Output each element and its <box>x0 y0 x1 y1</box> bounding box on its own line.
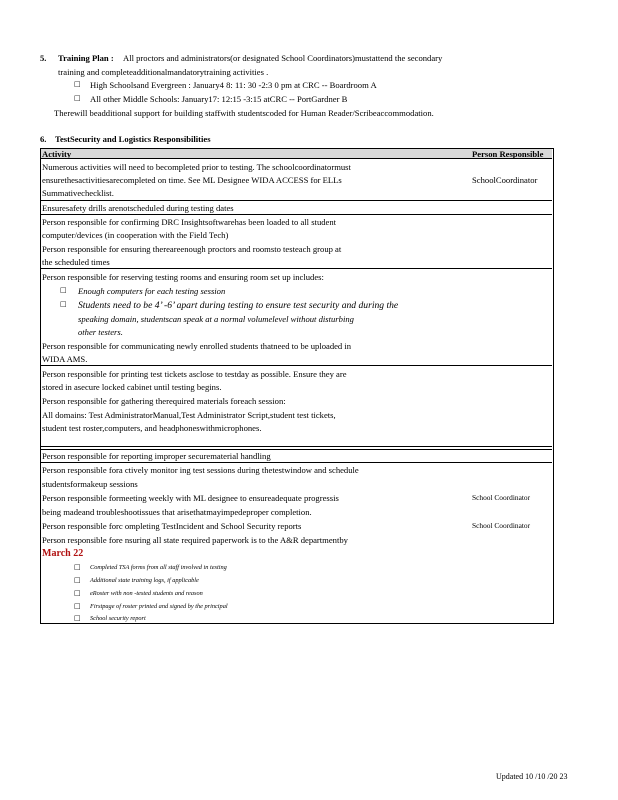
row4-bullet2c: other testers. <box>78 327 123 337</box>
row5-line3: Person responsible for gathering therequired materials foreach session: <box>42 396 286 406</box>
checkbox-icon: □ <box>60 286 67 294</box>
training-session-middle-schools: All other Middle Schools: January17: 12:15 -3:15 atCRC -- PortGardner B <box>90 94 348 104</box>
section-6-title: TestSecurity and Logistics Responsibilities <box>55 134 211 144</box>
section-5-line1: All proctors and administrators(or designated School Coordinators)mustattend the secondary <box>123 53 443 63</box>
row6-line7: Person responsible fore nsuring all state required paperwork is to the A&R departmentby <box>42 535 348 545</box>
row5-line5: student test roster,computers, and headphoneswithmicrophones. <box>42 423 262 433</box>
row3-line2: computer/devices (in cooperation with the Field Tech) <box>42 230 229 240</box>
row2-line1: Ensuresafety drills arenotscheduled during testing dates <box>42 203 234 213</box>
row6-line3: studentsformakeup sessions <box>42 479 138 489</box>
row1-line2: ensurethesactivitiesarecompleted on time. See ML Designee WIDA ACCESS for ELLs <box>42 175 342 185</box>
row4-bullet2a: Students need to be 4’ -6’ apart during testing to ensure test security and during the <box>78 300 399 311</box>
checkbox-icon: □ <box>74 589 81 597</box>
row1-line1: Numerous activities will need to becompleted prior to testing. The schoolcoordinatormust <box>42 162 351 172</box>
row6-line4-person: School Coordinator <box>472 493 531 502</box>
row5-line2: stored in asecure locked cabinet until testing begins. <box>42 382 222 392</box>
checklist-item: School security report <box>90 615 146 622</box>
checkbox-icon: □ <box>74 563 81 571</box>
row6-line1: Person responsible for reporting improper securematerial handling <box>42 451 271 461</box>
row6-line2: Person responsible fora ctively monitor ing test sessions during thetestwindow and schedule <box>42 465 359 475</box>
row5-line4: All domains: Test AdministratorManual,Test Administrator Script,student test tickets, <box>42 410 336 420</box>
checklist-item: Firstpage of roster printed and signed by the principal <box>90 603 228 610</box>
checkbox-icon: □ <box>74 614 81 622</box>
training-session-high-schools: High Schoolsand Evergreen : January4 8: 11: 30 -2:3 0 pm at CRC -- Boardroom A <box>90 80 377 90</box>
row3-line4: the scheduled times <box>42 257 110 267</box>
deadline-date: March 22 <box>42 548 84 559</box>
row5-line1: Person responsible for printing test tickets asclose to testday as possible. Ensure they are <box>42 369 347 379</box>
divider <box>40 268 552 269</box>
row6-line4: Person responsible formeeting weekly with ML designee to ensureadequate progressis <box>42 493 339 503</box>
row1-line3: Summativechecklist. <box>42 188 114 198</box>
row4-line6: WIDA AMS. <box>42 354 88 364</box>
divider <box>40 365 552 366</box>
divider <box>40 214 552 215</box>
divider <box>40 446 552 447</box>
footer-updated-date: Updated 10 /10 /20 23 <box>496 772 568 781</box>
divider <box>40 449 552 450</box>
row4-line5: Person responsible for communicating newly enrolled students thatneed to be uploaded in <box>42 341 352 351</box>
checkbox-icon: □ <box>60 300 67 308</box>
checkbox-icon: □ <box>74 94 81 102</box>
row6-line6-person: School Coordinator <box>472 521 531 530</box>
section-5-line2: training and completeadditionalmandatorytraining activities . <box>58 67 269 77</box>
row6-line6: Person responsible forc ompleting TestIncident and School Security reports <box>42 521 302 531</box>
column-header-person-responsible: Person Responsible <box>472 149 544 159</box>
checklist-item: Additional state training logs, if applicable <box>90 577 199 584</box>
row3-line3: Person responsible for ensuring thereareenough proctors and roomsto testeach group at <box>42 244 342 254</box>
row6-line5: being madeand troubleshootissues that arisethatmayimpedeproper completion. <box>42 507 312 517</box>
section-6-number: 6. <box>40 134 47 144</box>
checkbox-icon: □ <box>74 602 81 610</box>
checkbox-icon: □ <box>74 80 81 88</box>
column-header-activity: Activity <box>42 149 72 159</box>
divider <box>40 462 552 463</box>
divider <box>40 200 552 201</box>
row4-bullet1: Enough computers for each testing session <box>78 286 226 296</box>
divider <box>40 158 552 159</box>
row3-line1: Person responsible for confirming DRC Insightsoftwarehas been loaded to all student <box>42 217 337 227</box>
checklist-item: eRoster with non -tested students and reason <box>90 590 203 597</box>
section-5-number: 5. <box>40 53 47 63</box>
section-5-line3: Therewill beadditional support for building staffwith studentscoded for Human Reader/Scribeaccommodation. <box>54 108 434 118</box>
row4-bullet2b: speaking domain, studentscan speak at a normal volumelevel without disturbing <box>78 314 354 324</box>
checklist-item: Completed TSA forms from all staff involved in testing <box>90 564 227 571</box>
row4-line1: Person responsible for reserving testing rooms and ensuring room set up includes: <box>42 272 324 282</box>
section-5-title: Training Plan : <box>58 53 114 63</box>
row1-person: SchoolCoordinator <box>472 175 538 185</box>
checkbox-icon: □ <box>74 576 81 584</box>
